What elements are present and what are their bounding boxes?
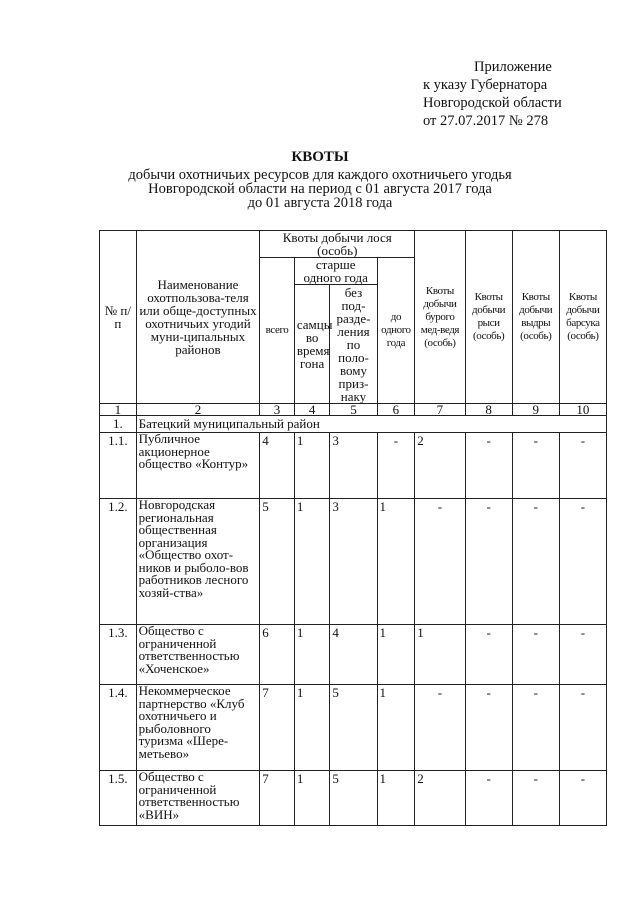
row-bear: 1 bbox=[415, 625, 465, 685]
header-otter: Квоты добычи выдры (особь) bbox=[512, 231, 559, 404]
row-no-sex: 5 bbox=[330, 685, 377, 771]
header-total: всего bbox=[260, 258, 295, 404]
appendix-title: Приложение bbox=[474, 59, 552, 75]
row-number: 1.2. bbox=[100, 499, 137, 625]
appendix-region: Новгородской области bbox=[423, 95, 562, 111]
subtitle-line-2: Новгородской области на период с 01 августа 2017 года bbox=[148, 181, 492, 197]
column-number: 1 bbox=[100, 404, 137, 416]
row-males: 1 bbox=[294, 625, 330, 685]
row-males: 1 bbox=[294, 433, 330, 499]
row-under-one: 1 bbox=[377, 771, 415, 826]
quota-table bbox=[99, 230, 607, 826]
header-under-one: до одного года bbox=[377, 258, 415, 404]
row-badger: - bbox=[559, 625, 606, 685]
header-name: Наименование охотпользова-теля или обще-доступных охотничьих угодий муни-ципальных районов bbox=[136, 231, 260, 404]
appendix-block bbox=[423, 58, 562, 130]
row-name: Публичное акционерное общество «Контур» bbox=[136, 433, 260, 499]
row-males: 1 bbox=[294, 771, 330, 826]
header-males: самцы во время гона bbox=[294, 285, 330, 404]
row-bear: 2 bbox=[415, 433, 465, 499]
row-under-one: 1 bbox=[377, 625, 415, 685]
row-bear: 2 bbox=[415, 771, 465, 826]
row-no-sex: 5 bbox=[330, 771, 377, 826]
row-bear: - bbox=[415, 499, 465, 625]
table-row bbox=[100, 625, 607, 685]
row-under-one: 1 bbox=[377, 685, 415, 771]
row-no-sex: 3 bbox=[330, 499, 377, 625]
column-number: 8 bbox=[465, 404, 512, 416]
document-subtitle bbox=[0, 168, 640, 210]
column-number: 5 bbox=[330, 404, 377, 416]
header-lynx: Квоты добычи рыси (особь) bbox=[465, 231, 512, 404]
row-otter: - bbox=[512, 433, 559, 499]
row-number: 1.5. bbox=[100, 771, 137, 826]
column-number: 3 bbox=[260, 404, 295, 416]
header-moose-group: Квоты добычи лося (особь) bbox=[260, 231, 415, 258]
column-number: 7 bbox=[415, 404, 465, 416]
row-males: 1 bbox=[294, 499, 330, 625]
row-lynx: - bbox=[465, 499, 512, 625]
row-badger: - bbox=[559, 433, 606, 499]
row-lynx: - bbox=[465, 433, 512, 499]
column-number: 2 bbox=[136, 404, 260, 416]
table-row bbox=[100, 771, 607, 826]
row-name: Общество с ограниченной ответственностью «ВИН» bbox=[136, 771, 260, 826]
header-no: № п/п bbox=[100, 231, 137, 404]
row-number: 1.1. bbox=[100, 433, 137, 499]
column-number: 9 bbox=[512, 404, 559, 416]
row-badger: - bbox=[559, 685, 606, 771]
row-number: 1.4. bbox=[100, 685, 137, 771]
row-total: 4 bbox=[260, 433, 295, 499]
row-males: 1 bbox=[294, 685, 330, 771]
row-otter: - bbox=[512, 771, 559, 826]
header-badger: Квоты добычи барсука (особь) bbox=[559, 231, 606, 404]
row-lynx: - bbox=[465, 625, 512, 685]
column-number: 4 bbox=[294, 404, 330, 416]
row-no-sex: 4 bbox=[330, 625, 377, 685]
row-total: 7 bbox=[260, 685, 295, 771]
row-otter: - bbox=[512, 685, 559, 771]
header-older: старше одного года bbox=[294, 258, 377, 285]
row-name: Новгородская региональная общественная организация «Общество охот-ников и рыболо-вов работников лесного хозяй-ства» bbox=[136, 499, 260, 625]
header-no-sex: без под-разде-ления по поло-вому приз-наку bbox=[330, 285, 377, 404]
row-no-sex: 3 bbox=[330, 433, 377, 499]
row-otter: - bbox=[512, 499, 559, 625]
district-name: Батецкий муниципальный район bbox=[136, 416, 606, 433]
subtitle-line-1: добычи охотничьих ресурсов для каждого охотничьего угодья bbox=[128, 167, 512, 183]
row-under-one: 1 bbox=[377, 499, 415, 625]
table-row bbox=[100, 499, 607, 625]
row-bear: - bbox=[415, 685, 465, 771]
row-number: 1.3. bbox=[100, 625, 137, 685]
column-number: 6 bbox=[377, 404, 415, 416]
row-lynx: - bbox=[465, 685, 512, 771]
column-number-row bbox=[100, 404, 607, 416]
row-name: Некоммерческое партнерство «Клуб охотничьего и рыболовного туризма «Шере-метьево» bbox=[136, 685, 260, 771]
row-badger: - bbox=[559, 499, 606, 625]
district-number: 1. bbox=[100, 416, 137, 433]
row-under-one: - bbox=[377, 433, 415, 499]
document-title: КВОТЫ bbox=[291, 149, 349, 165]
table-row bbox=[100, 685, 607, 771]
row-lynx: - bbox=[465, 771, 512, 826]
column-number: 10 bbox=[559, 404, 606, 416]
district-row bbox=[100, 416, 607, 433]
appendix-date: от 27.07.2017 № 278 bbox=[423, 113, 549, 129]
table-row bbox=[100, 433, 607, 499]
header-bear: Квоты добычи бурого мед-ведя (особь) bbox=[415, 231, 465, 404]
appendix-decree: к указу Губернатора bbox=[423, 77, 548, 93]
row-total: 5 bbox=[260, 499, 295, 625]
row-badger: - bbox=[559, 771, 606, 826]
subtitle-line-3: до 01 августа 2018 года bbox=[247, 195, 393, 211]
row-name: Общество с ограниченной ответственностью «Хоченское» bbox=[136, 625, 260, 685]
row-total: 7 bbox=[260, 771, 295, 826]
row-otter: - bbox=[512, 625, 559, 685]
row-total: 6 bbox=[260, 625, 295, 685]
